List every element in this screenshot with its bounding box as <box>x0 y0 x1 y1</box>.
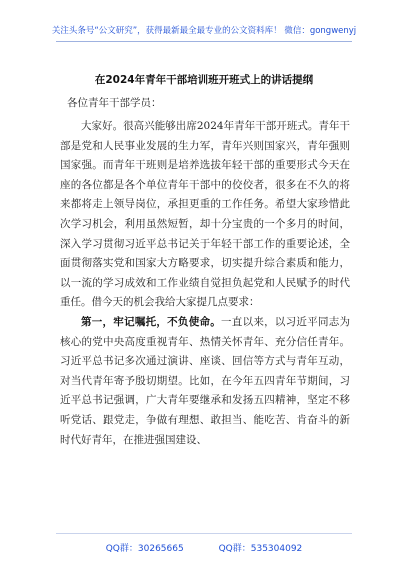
header-note: 关注头条号“公文研究”，获得最新最全最专业的公文资料库！ 微信：gongwenyj <box>51 26 357 36</box>
salutation: 各位青年干部学员： <box>67 97 162 109</box>
paragraph-2-text: 一直以来，以习近平同志为核心的党中央高度重视青年、热情关怀青年、充分信任青年。习近平总书记多次通过演讲、座谈、回信等方式与青年互动，对当代青年寄予殷切期望。比如，在今年五四青年节期间，习近平总书记强调，广大青年要继承和发扬五四精神，坚定不移听党话、跟党走，争做有理想、敢担当、能吃苦、肯奋斗的新时代好青年，在推进强国建设、 <box>60 315 351 446</box>
paragraph-1-text: 大家好。很高兴能够出席2024年青年干部开班式。青年干部是党和人民事业发展的生力军，青年兴则国家兴，青年强则国家强。而青年干班则是培养选拔年轻干部的重要形式今天在座的各位都是各个单位青年干部中的佼佼者，很多在不久的将来都将走上领导岗位，承担更重的工作任务。希望大家珍惜此次学习机会，利用虽然短暂，却十分宝贵的一个多月的时间，深入学习贯彻习近平总书记关于年轻干部工作的重要论述，全面贯彻落实党和国家大方略要求，切实提升综合素质和能力，以一流的学习成效和工作业绩自觉担负起党和人民赋予的时代重任。借今天的机会我给大家提几点要求： <box>60 120 350 309</box>
document-title: 在2024年青年干部培训班开班式上的讲话提纲 <box>94 74 314 86</box>
footer-qq-group-2: QQ群：535304092 <box>218 544 303 554</box>
footer-qq-group-1: QQ群：30265665 <box>105 544 184 554</box>
footer <box>0 541 408 554</box>
paragraph-2-lead: 第一，牢记嘱托，不负使命。 <box>81 315 222 328</box>
header-divider <box>56 41 352 42</box>
document-body <box>60 117 350 450</box>
paragraph-2 <box>60 313 350 450</box>
footer-divider <box>56 533 352 534</box>
paragraph-1 <box>60 117 350 313</box>
